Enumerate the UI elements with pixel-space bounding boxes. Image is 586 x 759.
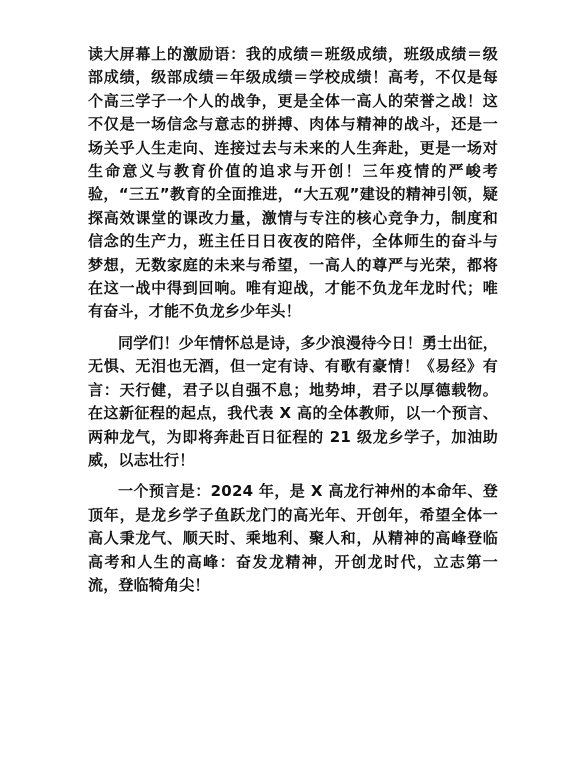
document-body	[88, 43, 498, 597]
paragraph-3: 一个预言是：2024 年，是 X 高龙行神州的本命年、登顶年，是龙乡学子鱼跃龙门的高光年、开创年，希望全体一高人秉龙气、顺天时、乘地利、聚人和，从精神的高峰登临高考和人生的高峰：奋发龙精神，开创龙时代，立志第一流，登临犄角尖！	[88, 482, 498, 594]
paragraph-2: 同学们！少年情怀总是诗，多少浪漫待今日！勇士出征，无惧、无泪也无酒，但一定有诗、有歌有豪情！《易经》有言：天行健，君子以自强不息；地势坤，君子以厚德载物。在这新征程的起点，我代表 X 高的全体教师，以一个预言、两种龙气，为即将奔赴百日征程的 21 级龙乡学子，加油助威，以志壮行！	[88, 333, 499, 469]
paragraph-1: 读大屏幕上的激励语：我的成绩＝班级成绩，班级成绩＝级部成绩，级部成绩＝年级成绩＝学校成绩！高考，不仅是每个高三学子一个人的战争，更是全体一高人的荣誉之战！这不仅是一场信念与意志的拼搏、肉体与精神的战斗，还是一场关乎人生走向、连接过去与未来的人生奔赴，更是一场对生命意义与教育价值的追求与开创！三年疫情的严峻考验，“三五”教育的全面推进，“大五观”建设的精神引领，疑探高效课堂的课改力量，激情与专注的核心竞争力，制度和信念的生产力，班主任日日夜夜的陪伴，全体师生的奋斗与梦想，无数家庭的未来与希望，一高人的尊严与光荣，都将在这一战中得到回响。唯有迎战，才能不负龙年龙时代；唯有奋斗，才能不负龙乡少年头！	[88, 45, 498, 321]
